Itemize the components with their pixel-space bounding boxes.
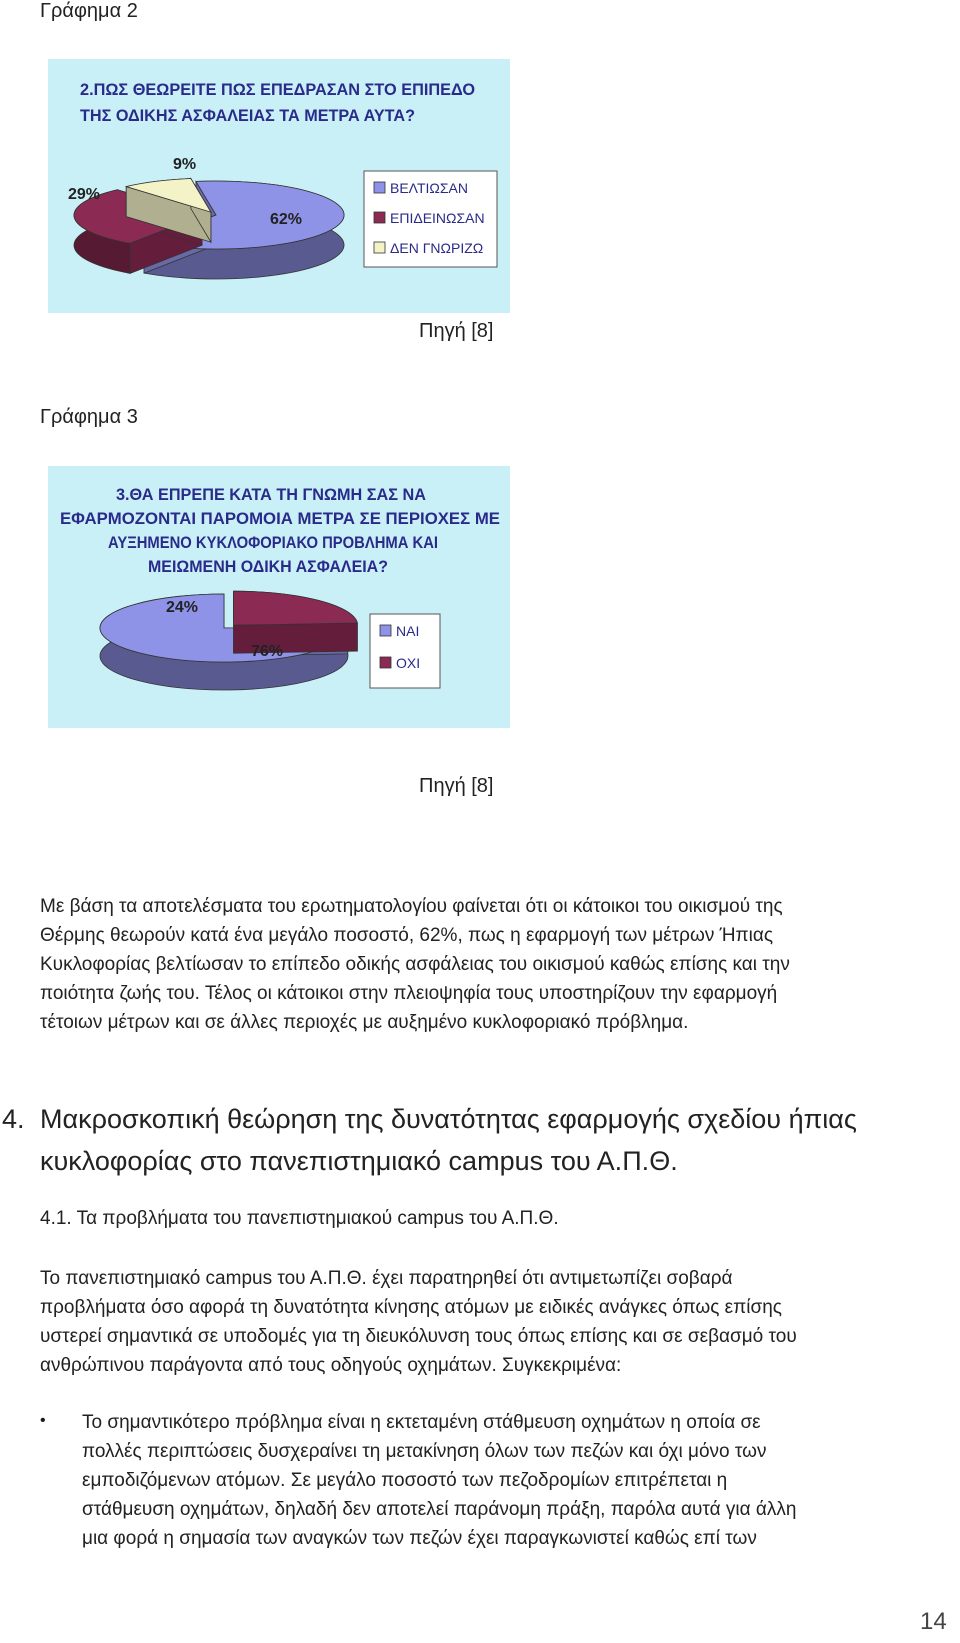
page-number: 14 xyxy=(920,1608,947,1635)
chart1-svg xyxy=(48,59,510,313)
section-4-title-line: Μακροσκοπική θεώρηση της δυνατότητας εφαρμογής σχεδίου ήπιας xyxy=(40,1104,857,1134)
pie-data-label-1: 24% xyxy=(166,599,199,616)
paragraph-line: Θέρμης θεωρούν κατά ένα μεγάλο ποσοστό, 62%, πως η εφαρμογή των μέτρων Ήπιας xyxy=(40,925,773,946)
pie-slice-1 xyxy=(234,591,358,625)
chart1-pie xyxy=(68,156,344,279)
chart1-title-line1: 2.ΠΩΣ ΘΕΩΡΕΙΤΕ ΠΩΣ ΕΠΕΔΡΑΣΑΝ ΣΤΟ ΕΠΙΠΕΔΟ xyxy=(80,80,475,99)
chart1-figure xyxy=(48,59,510,313)
paragraph-line: Με βάση τα αποτελέσματα του ερωτηματολογίου φαίνεται ότι οι κάτοικοι του οικισμού της xyxy=(40,896,783,917)
legend-swatch-2 xyxy=(374,242,385,253)
paragraph-line: τέτοιων μέτρων και σε άλλες περιοχές με αυξημένο κυκλοφοριακό πρόβλημα. xyxy=(40,1012,689,1033)
legend-label-0: ΝΑΙ xyxy=(396,623,420,639)
paragraph-line: ανθρώπινου παράγοντα από τους οδηγούς οχημάτων. Συγκεκριμένα: xyxy=(40,1355,622,1376)
paragraph-line: Κυκλοφορίας βελτίωσαν το επίπεδο οδικής ασφάλειας του οικισμού καθώς επίσης και την xyxy=(40,954,790,975)
section-4-title-line: κυκλοφορίας στο πανεπιστημιακό campus του Α.Π.Θ. xyxy=(40,1146,678,1176)
paragraph-results xyxy=(40,892,940,1037)
paragraph-line: προβλήματα όσο αφορά τη δυνατότητα κίνησης ατόμων με ειδικές ανάγκες όπως επίσης xyxy=(40,1297,782,1318)
legend-label-2: ΔΕΝ ΓΝΩΡΙΖΩ xyxy=(390,240,484,256)
legend-swatch-1 xyxy=(380,657,391,668)
pie-data-label-2: 9% xyxy=(173,156,197,173)
chart2-title-line1: 3.ΘΑ ΕΠΡΕΠΕ ΚΑΤΑ ΤΗ ΓΝΩΜΗ ΣΑΣ ΝΑ xyxy=(116,485,426,504)
paragraph-line: Το πανεπιστημιακό campus του Α.Π.Θ. έχει παρατηρηθεί ότι αντιμετωπίζει σοβαρά xyxy=(40,1268,733,1289)
chart2-svg xyxy=(48,466,510,728)
paragraph-line: ποιότητα ζωής του. Τέλος οι κάτοικοι στην πλειοψηφία τους υποστηρίζουν την εφαρμογή xyxy=(40,983,778,1004)
chart2-figure xyxy=(48,466,510,728)
pie-data-label-0: 76% xyxy=(251,643,284,660)
chart2-title-line2: ΕΦΑΡΜΟΖΟΝΤΑΙ ΠΑΡΟΜΟΙΑ ΜΕΤΡΑ ΣΕ ΠΕΡΙΟΧΕΣ ΜΕ xyxy=(60,509,500,528)
bullet-line: μια φορά η σημασία των αναγκών των πεζών έχει παραγκωνιστεί καθώς επί των xyxy=(82,1528,757,1549)
pie-data-label-1: 29% xyxy=(68,186,101,203)
paragraph-line: υστερεί σημαντικά σε υποδομές για τη διευκόλυνση τους όπως επίσης και σε σεβασμό του xyxy=(40,1326,797,1347)
bullet-marker: • xyxy=(40,1412,46,1429)
chart2-title-line3: ΑΥΞΗΜΕΝΟ ΚΥΚΛΟΦΟΡΙΑΚΟ ΠΡΟΒΛΗΜΑ ΚΑΙ xyxy=(108,533,438,552)
legend-swatch-0 xyxy=(374,182,385,193)
chart2-pie xyxy=(100,591,357,690)
legend-label-0: ΒΕΛΤΙΩΣΑΝ xyxy=(390,180,468,196)
pie-data-label-0: 62% xyxy=(270,211,303,228)
legend-swatch-1 xyxy=(374,212,385,223)
bullet-line: Το σημαντικότερο πρόβλημα είναι η εκτεταμένη στάθμευση οχημάτων η οποία σε xyxy=(82,1412,761,1433)
chart2-title-line4: ΜΕΙΩΜΕΝΗ ΟΔΙΚΗ ΑΣΦΑΛΕΙΑ? xyxy=(148,557,388,576)
bullet-text xyxy=(82,1408,942,1553)
chart1-source: Πηγή [8] xyxy=(419,320,494,342)
bullet-line: στάθμευση οχημάτων, δηλαδή δεν αποτελεί παράνομη πράξη, παρόλα αυτά για άλλη xyxy=(82,1499,797,1520)
legend-label-1: ΟΧΙ xyxy=(396,655,421,671)
chart1-title-line2: ΤΗΣ ΟΔΙΚΗΣ ΑΣΦΑΛΕΙΑΣ ΤΑ ΜΕΤΡΑ ΑΥΤΑ? xyxy=(80,106,415,125)
legend-label-1: ΕΠΙΔΕΙΝΩΣΑΝ xyxy=(390,210,485,226)
section-4-number: 4. xyxy=(2,1104,25,1134)
chart1-caption: Γράφημα 2 xyxy=(40,0,138,22)
section-4-title xyxy=(40,1098,940,1182)
legend-swatch-0 xyxy=(380,625,391,636)
subsection-4-1-title: 4.1. Τα προβλήματα του πανεπιστημιακού campus του Α.Π.Θ. xyxy=(40,1208,559,1229)
paragraph-campus xyxy=(40,1264,940,1380)
bullet-line: πολλές περιπτώσεις δυσχεραίνει τη μετακίνηση όλων των πεζών και όχι μόνο των xyxy=(82,1441,767,1462)
chart2-source: Πηγή [8] xyxy=(419,775,494,797)
chart2-caption: Γράφημα 3 xyxy=(40,406,138,428)
bullet-line: εμποδιζόμενων ατόμων. Σε μεγάλο ποσοστό των πεζοδρομίων επιτρέπεται η xyxy=(82,1470,728,1491)
